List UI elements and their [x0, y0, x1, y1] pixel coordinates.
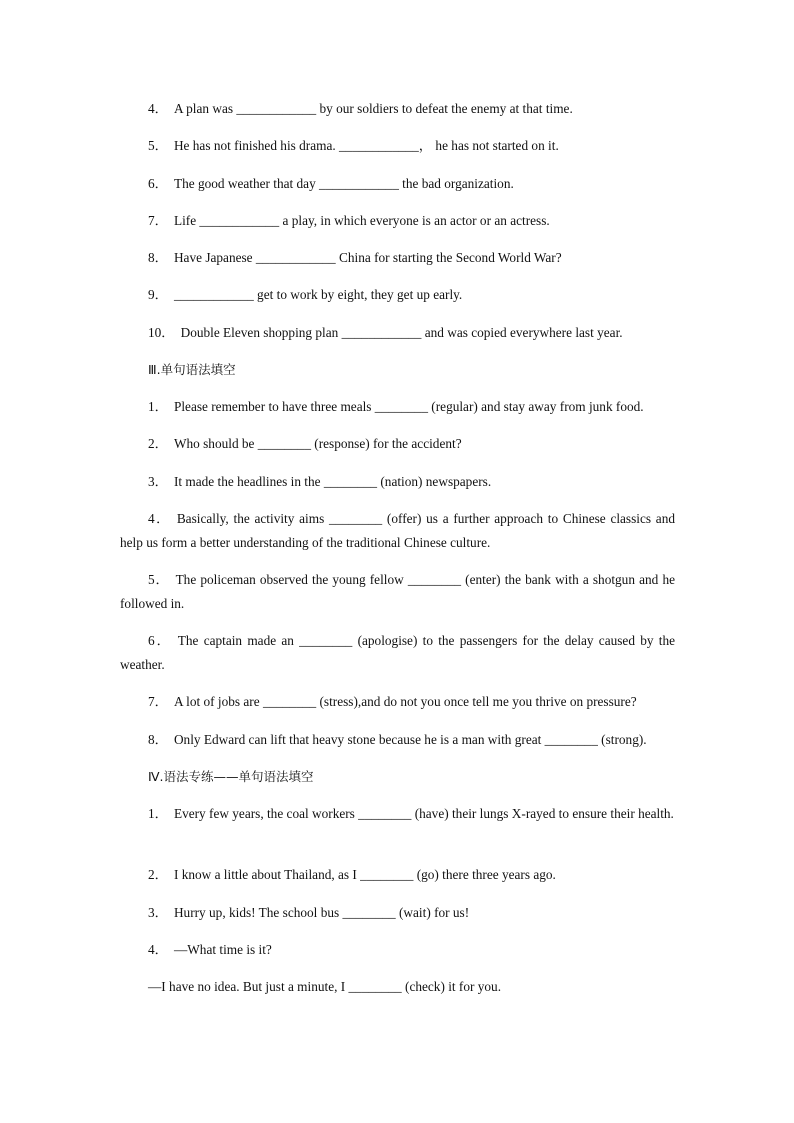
question-s3-8: 8． Only Edward can lift that heavy stone because he is a man with great ________ (strong).	[148, 732, 647, 747]
question-a9: 9． ____________ get to work by eight, they get up early.	[148, 287, 463, 302]
question-a5: 5． He has not finished his drama. ____________， he has not started on it.	[148, 138, 559, 153]
question-s4-1: 1． Every few years, the coal workers ________ (have) their lungs X-rayed to ensure their health.	[148, 806, 674, 821]
question-a6: 6． The good weather that day ____________ the bad organization.	[148, 176, 514, 191]
question-a4: 4． A plan was ____________ by our soldiers to defeat the enemy at that time.	[148, 101, 573, 116]
section-3-heading: Ⅲ.单句语法填空	[148, 362, 236, 377]
question-s3-5: 5． The policeman observed the young fellow ________ (enter) the bank with a shotgun and he followed in.	[120, 572, 675, 611]
question-s4-4: 4． —What time is it?	[148, 942, 272, 957]
question-s4-4-answer-line: —I have no idea. But just a minute, I ________ (check) it for you.	[148, 979, 502, 994]
question-s3-6: 6． The captain made an ________ (apologise) to the passengers for the delay caused by the weather.	[120, 633, 675, 672]
question-s3-7: 7． A lot of jobs are ________ (stress),and do not you once tell me you thrive on pressure?	[148, 694, 637, 709]
question-a7: 7． Life ____________ a play, in which everyone is an actor or an actress.	[148, 213, 550, 228]
question-a10: 10． Double Eleven shopping plan ____________ and was copied everywhere last year.	[148, 325, 623, 340]
question-s4-2: 2． I know a little about Thailand, as I ________ (go) there three years ago.	[148, 867, 556, 882]
question-s3-3: 3． It made the headlines in the ________ (nation) newspapers.	[148, 474, 492, 489]
question-s3-4: 4． Basically, the activity aims ________ (offer) us a further approach to Chinese classics and help us form a better understanding of the traditional Chinese culture.	[120, 511, 676, 550]
question-s3-1: 1． Please remember to have three meals ________ (regular) and stay away from junk food.	[148, 399, 644, 414]
question-s4-3: 3． Hurry up, kids! The school bus ________ (wait) for us!	[148, 905, 470, 920]
section-4-heading: Ⅳ.语法专练——单句语法填空	[148, 769, 314, 784]
question-a8: 8． Have Japanese ____________ China for starting the Second World War?	[148, 250, 562, 265]
question-s3-2: 2． Who should be ________ (response) for the accident?	[148, 436, 462, 451]
